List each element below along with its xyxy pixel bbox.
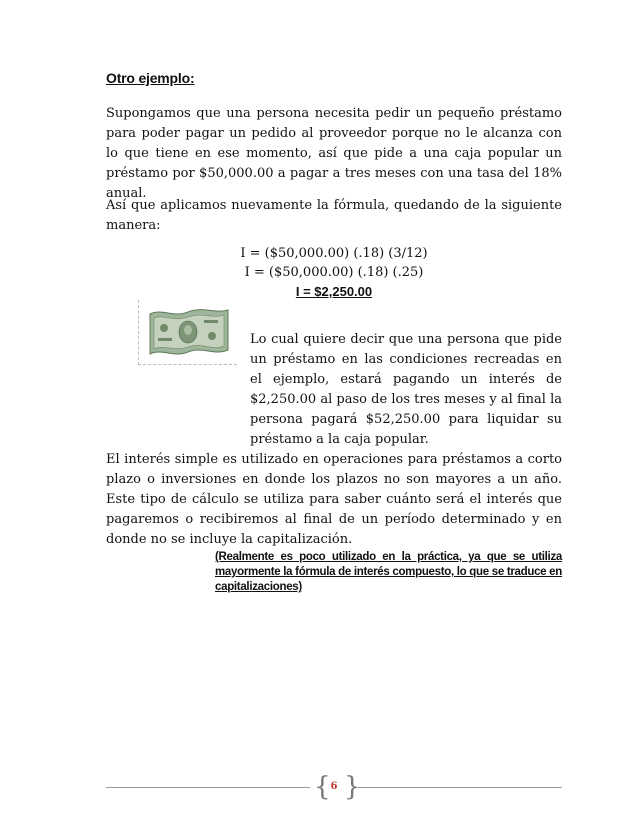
footer-divider-right: [358, 787, 562, 788]
footer-bracket-left-icon: {: [314, 772, 331, 802]
dollar-bill-image: [148, 306, 230, 358]
formula-line-2: I = ($50,000.00) (.18) (.25): [244, 265, 424, 280]
formula-line-1: I = ($50,000.00) (.18) (3/12): [240, 246, 428, 261]
page-number: 6: [330, 781, 338, 792]
paragraph-explanation: Lo cual quiere decir que una persona que pide un préstamo en las condiciones recreadas en el ejemplo, estará pagando un interés de $2,250.00 al paso de los tres meses y al final la persona pagará $52,250.00 para liquidar su préstamo a la caja popular.: [250, 332, 562, 447]
paragraph-problem: Supongamos que una persona necesita pedir un pequeño préstamo para poder pagar un pedido al proveedor porque no le alcanza con lo que tiene en ese momento, así que pide a una caja popular un préstamo por $50,000.00 a pagar a tres meses con una tasa del 18% anual.: [106, 106, 562, 201]
paragraph-simple-interest: El interés simple es utilizado en operaciones para préstamos a corto plazo o inversiones en donde los plazos no son mayores a un año. Este tipo de cálculo se utiliza para saber cuánto será el interés que pagaremos o recibiremos al final de un período determinado y en donde no se incluye la capitalización.: [106, 452, 562, 547]
note-compound-interest: (Realmente es poco utilizado en la práctica, ya que se utiliza mayormente la fórmula de interés compuesto, lo que se traduce en capitalizaciones): [215, 551, 562, 593]
footer-divider-left: [106, 787, 310, 788]
footer-bracket-right-icon: }: [344, 772, 361, 802]
paragraph-apply-formula: Así que aplicamos nuevamente la fórmula, quedando de la siguiente manera:: [106, 198, 562, 233]
formula-result: I = $2,250.00: [295, 284, 373, 299]
section-heading: Otro ejemplo:: [106, 70, 195, 86]
